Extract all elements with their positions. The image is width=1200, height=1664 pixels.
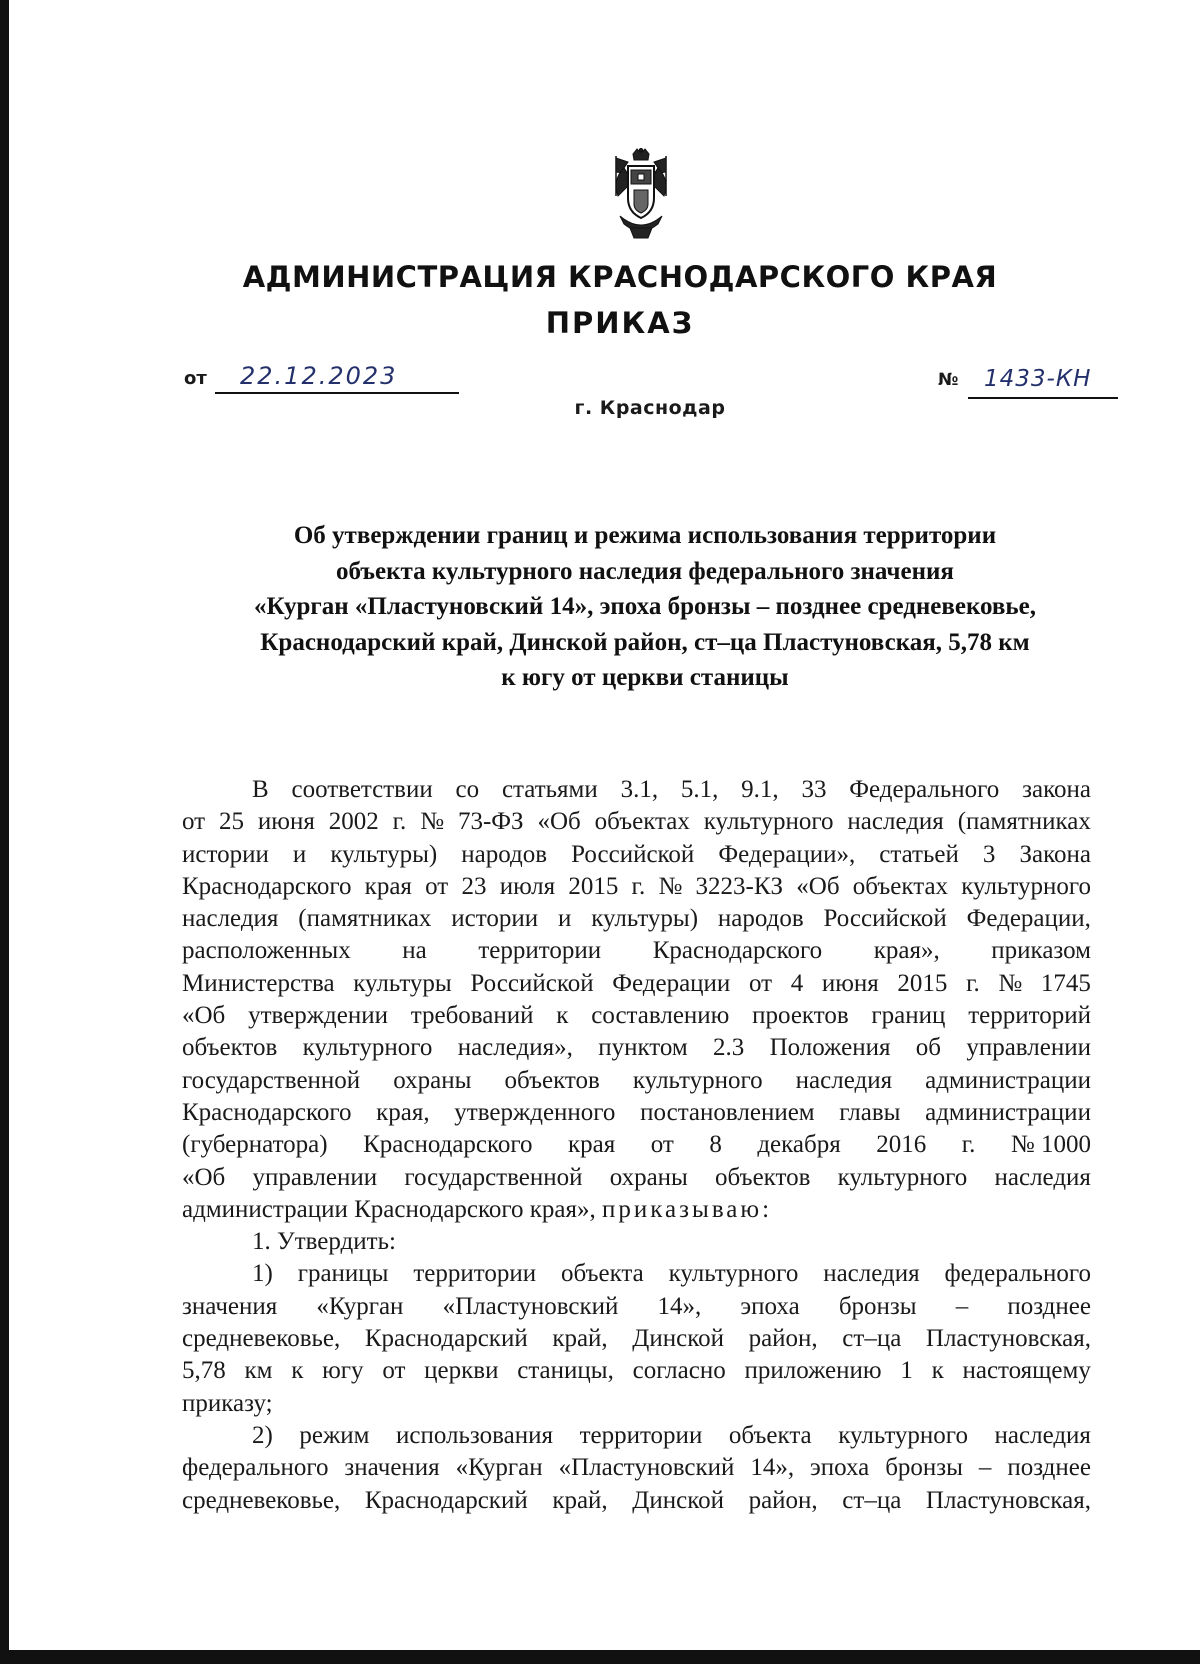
body-text-fragment: приказу; [182,1389,273,1417]
body-word: 25 [219,808,244,836]
body-line [182,839,1091,871]
body-word: территории [579,1421,703,1449]
body-word: культуры [353,969,452,997]
body-line [182,1032,1091,1064]
body-word: и [292,840,307,868]
body-line [182,1258,1091,1290]
body-word: истории [182,840,269,868]
body-word: Краснодарский [364,1486,528,1514]
body-word: соответствии [291,776,433,803]
body-word: Динской [632,1325,724,1353]
body-word: 14», [657,1292,702,1320]
body-word: Российской [470,969,594,997]
body-line [182,1097,1091,1129]
body-word: 1 [900,1357,913,1385]
body-word: В [252,776,269,803]
body-word: Краснодарского [182,1098,352,1126]
body-word: ст–ца [842,1325,902,1353]
body-word: культурного [632,1066,763,1094]
body-word: Федерации, [966,905,1091,933]
body-word: Краснодарского [652,937,823,965]
body-word: народов [461,840,548,868]
body-word: со [455,776,480,803]
body-word: края [364,872,412,900]
body-word: 3 [982,840,996,868]
body-word: «Об [182,1163,226,1191]
body-word: «Об [182,1002,226,1030]
body-word: культурного [302,1034,433,1062]
body-word: к [291,1357,304,1385]
body-word: «Пластуновский [442,1292,619,1320]
body-word: согласно [632,1357,726,1385]
body-word: статьями [501,776,598,803]
body-line [182,1355,1091,1387]
body-word: край, [552,1325,608,1353]
body-word: использования [396,1421,553,1449]
body-word: бронзы [838,1292,917,1320]
body-word: составлению [591,1002,730,1030]
body-word: 1) [252,1260,273,1288]
body-word: Пластуновская, [925,1486,1091,1514]
body-word: (губернатора) [182,1131,328,1159]
body-word: г. [392,808,407,836]
body-word: Министерства [182,969,335,997]
city-label: г. Краснодар [574,397,726,419]
body-word: федерального [182,1454,329,1482]
body-word: 2) [252,1421,273,1449]
body-word: станицы, [517,1357,614,1385]
body-word: к [931,1357,944,1385]
body-word: пунктом [598,1034,688,1062]
body-line [182,1194,1091,1226]
body-word: культуры) [330,840,438,868]
body-word: Федерального [849,776,1000,803]
body-word: государственной [182,1066,361,1094]
body-word: Краснодарского [182,872,352,900]
body-line [182,806,1091,838]
body-word: территории [413,1260,537,1288]
body-line [182,903,1091,935]
body-word: требований [410,1002,534,1030]
body-line [182,1065,1091,1097]
body-word: статьей [879,840,959,868]
body-line [182,774,1091,806]
body-word: Краснодарский [364,1325,528,1353]
body-word: настоящему [962,1357,1091,1385]
body-line [182,968,1091,1000]
body-word: Российской [571,840,695,868]
body-word: 73-ФЗ [457,808,524,836]
body-word: края [568,1131,616,1159]
body-word: 1745 [1040,969,1091,997]
body-word: культурного [668,1260,799,1288]
body-word: об [915,1034,941,1062]
item-1-1-paragraph [182,1258,1091,1387]
body-word: 2015 [568,872,619,900]
body-word: территории [478,937,602,965]
body-word: 2016 [876,1131,927,1159]
body-word: бронзы [885,1454,963,1482]
item-heading [182,1226,1091,1258]
number-underline [968,397,1118,399]
body-word: (памятниках [298,905,432,933]
body-word: постановлением [640,1098,815,1126]
body-word: «Пластуновский [558,1454,735,1482]
body-word: наследия [994,1163,1091,1191]
body-word: объекта [728,1421,812,1449]
body-word: культурного [838,1421,968,1449]
body-word: позднее [1007,1292,1091,1320]
body-word: край, [552,1486,608,1514]
body-word: объекта [560,1260,644,1288]
body-word: Динской [632,1486,724,1514]
body-word: г. [961,1131,976,1159]
body-word: средневековье, [182,1486,341,1514]
body-word: 9.1, [741,776,779,803]
body-word: объектов [182,1034,278,1062]
body-word: народов [717,905,804,933]
body-word: от [382,1357,406,1385]
body-text-fragment: администрации Краснодарского края», [182,1195,596,1223]
order-word: приказываю: [602,1195,773,1223]
body-word: от [748,969,773,997]
body-word: 2.3 [713,1034,745,1062]
body-word: охраны [609,1163,688,1191]
body-word: Пластуновская, [925,1325,1091,1353]
body-word: 5,78 [182,1357,226,1385]
body-word: район, [748,1486,818,1514]
body-word: охраны [393,1066,472,1094]
body-word: югу [322,1357,364,1385]
body-word: эпоха [740,1292,800,1320]
body-word: культурного [837,1163,968,1191]
body-word: от [182,808,206,836]
body-word: наследия [994,1421,1091,1449]
body-word: Российской [823,905,947,933]
body-word: эпоха [810,1454,870,1482]
body-word: управлении [252,1163,378,1191]
subject-line: «Курган «Пластуновский 14», эпоха бронзы – позднее средневековье, [254,593,1036,620]
body-word: декабря [757,1131,841,1159]
body-line [182,1162,1091,1194]
body-word: приложению [744,1357,882,1385]
body-word: приказом [991,937,1091,965]
body-word: «Курган [455,1454,543,1482]
item-1-2-paragraph [182,1420,1091,1517]
body-word: 2015 [897,969,948,997]
subject-line: к югу от церкви станицы [501,664,789,691]
date-underline [215,392,459,394]
body-word: государственной [404,1163,583,1191]
body-word: территорий [968,1002,1091,1030]
body-word: – [955,1292,969,1320]
body-line [182,935,1091,967]
body-word: Закона [1019,840,1091,868]
body-word: наследия [847,808,944,836]
body-word: федерального [944,1260,1091,1288]
body-word: ст–ца [842,1486,902,1514]
body-word: расположенных [182,937,351,965]
subject-line: Краснодарский край, Динской район, ст–ца Пластуновская, 5,78 км [260,628,1030,656]
body-word: 14», [750,1454,795,1482]
body-word: 3.1, [620,776,659,803]
body-word: утверждении [248,1002,388,1030]
body-word: «Курган [316,1292,404,1320]
body-word: Краснодарского [363,1131,533,1159]
body-word: Федерации», [718,840,856,868]
body-word: 3223-КЗ [695,872,784,900]
body-word: культуры) [591,905,699,933]
body-word: администрации [925,1098,1091,1126]
subject-line: объекта культурного наследия федерального значения [336,557,954,585]
body-word: объектов [504,1066,600,1094]
body-word: «Об [537,808,581,836]
body-word: границ [871,1002,946,1030]
body-word: значения [182,1292,278,1320]
body-word: 8 [709,1131,722,1159]
body-word: № [998,969,1023,997]
body-word: – [978,1454,992,1482]
body-line [182,1452,1091,1484]
body-word: управлении [966,1034,1091,1062]
body-word: культурного [961,872,1091,900]
body-word: июня [257,808,315,836]
coat-of-arms-icon [604,148,678,240]
body-line [182,1323,1091,1355]
body-line [182,1388,1091,1420]
date-label: от [184,368,207,389]
body-word: к [556,1002,569,1030]
number-value: 1433-КН [984,366,1092,392]
body-word: края», [873,937,940,965]
body-word: Федерации [612,969,731,997]
body-line [182,1000,1091,1032]
body-word: от [650,1131,674,1159]
document-type-title: ПРИКАЗ [545,306,695,340]
body-word: июня [821,969,879,997]
preamble-paragraph [182,774,1091,1194]
body-word: объектов [715,1163,811,1191]
body-word: объектах [594,808,690,836]
body-word: и [557,905,572,933]
body-word: «Об [796,872,840,900]
body-word: 2002 [328,808,379,836]
body-word: район, [748,1325,818,1353]
body-line [182,1129,1091,1161]
body-word: от [425,872,449,900]
body-word: культурного [703,808,834,836]
body-word: проектов [752,1002,849,1030]
body-word: июля [499,872,556,900]
document-body [182,774,1091,1517]
body-line [182,1485,1091,1517]
body-word: главы [839,1098,901,1126]
subject-line: Об утверждении границ и режима использования территории [293,522,997,549]
body-word: км [244,1357,273,1385]
body-word: позднее [1007,1454,1091,1482]
body-word: наследия», [457,1034,573,1062]
body-word: истории [451,905,539,933]
document-subject [170,518,1120,696]
body-word: наследия [823,1260,920,1288]
body-line [182,871,1091,903]
body-word: края, [376,1098,430,1126]
body-word: № 1000 [1010,1131,1091,1159]
body-word: 33 [801,776,827,803]
body-word: № [420,808,445,836]
body-word: значения [344,1454,440,1482]
number-label: № [938,370,959,390]
item-1-heading: 1. Утвердить: [252,1228,396,1256]
body-word: администрации [925,1066,1091,1094]
body-word: 4 [790,969,804,997]
body-line [182,1420,1091,1452]
body-word: г. [966,969,980,997]
body-word: границы [297,1260,389,1288]
body-word: г. [631,872,646,900]
body-word: утвержденного [454,1098,616,1126]
body-word: Положения [769,1034,891,1062]
body-word: 5.1, [680,776,719,803]
body-word: объектах [852,872,949,900]
date-value: 22.12.2023 [240,362,398,390]
body-word: (памятниках [957,808,1091,836]
body-word: № [658,872,683,900]
body-word: закона [1022,776,1091,803]
body-word: на [402,937,427,965]
body-word: церкви [424,1357,499,1385]
body-word: 23 [461,872,487,900]
body-word: наследия [182,905,279,933]
body-word: наследия [795,1066,893,1094]
body-word: режим [299,1421,370,1449]
body-line [182,1291,1091,1323]
organization-title: АДМИНИСТРАЦИЯ КРАСНОДАРСКОГО КРАЯ [242,260,998,294]
body-word: средневековье, [182,1325,341,1353]
